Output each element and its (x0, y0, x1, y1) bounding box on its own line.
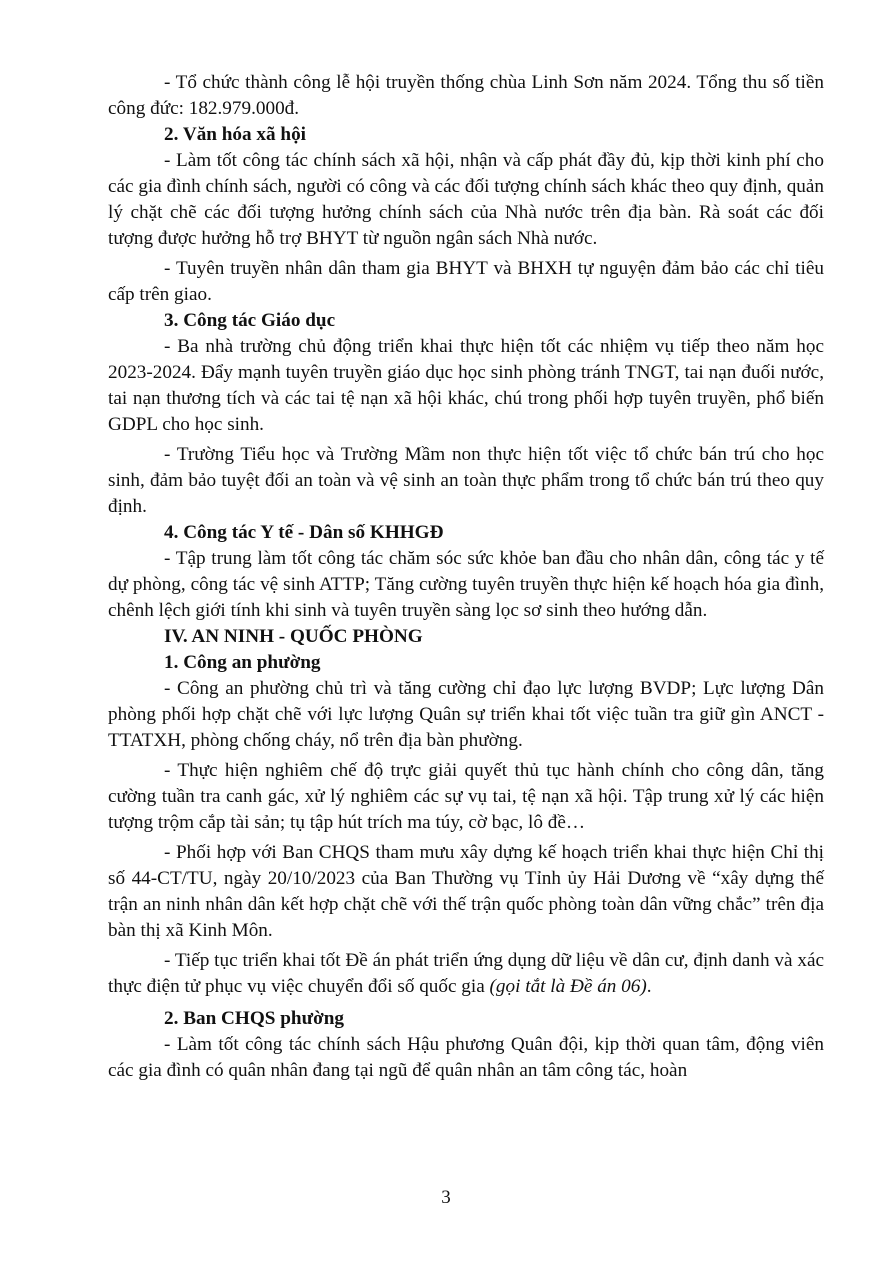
de-an-tail: . (646, 976, 652, 997)
paragraph-ban-tru: - Trường Tiểu học và Trường Mầm non thực hiện tốt việc tổ chức bán trú cho học sinh, đảm bảo tuyệt đối an toàn và vệ sinh an toàn thực phẩm trong tổ chức bán trú theo quy định. (108, 444, 824, 517)
page-number: 3 (441, 1187, 451, 1208)
paragraph-suc-khoe: - Tập trung làm tốt công tác chăm sóc sức khỏe ban đầu cho nhân dân, công tác y tế dự phòng, công tác vệ sinh ATTP; Tăng cường tuyên truyền thực hiện kế hoạch hóa gia đình, chênh lệch giới tính khi sinh và tuyên truyền sàng lọc sơ sinh theo hướng dẫn. (108, 548, 824, 621)
paragraph-bvdp: - Công an phường chủ trì và tăng cường chỉ đạo lực lượng BVDP; Lực lượng Dân phòng phối hợp chặt chẽ với lực lượng Quân sự triển khai tốt việc tuần tra giữ gìn ANCT - TTATXH, phòng chống cháy, nổ trên địa bàn phường. (108, 678, 824, 751)
paragraph-chi-thi-44: - Phối hợp với Ban CHQS tham mưu xây dựng kế hoạch triển khai thực hiện Chỉ thị số 44-CT/TU, ngày 20/10/2023 của Ban Thường vụ Tỉnh ủy Hải Dương về “xây dựng thế trận an ninh nhân dân kết hợp chặt chẽ với thế trận quốc phòng toàn dân vững chắc” trên địa bàn thị xã Kinh Môn. (108, 842, 824, 941)
document-body (108, 70, 824, 1084)
heading-giao-duc: 3. Công tác Giáo dục (164, 310, 336, 331)
paragraph-le-hoi: - Tổ chức thành công lễ hội truyền thống chùa Linh Sơn năm 2024. Tổng thu số tiền công đức: 182.979.000đ. (108, 72, 824, 119)
heading-an-ninh-quoc-phong: IV. AN NINH - QUỐC PHÒNG (164, 626, 423, 647)
de-an-text: - Tiếp tục triển khai tốt Đề án phát triển ứng dụng dữ liệu về dân cư, định danh và xác thực điện tử phục vụ việc chuyển đổi số quốc gia (108, 950, 824, 997)
paragraph-de-an-06 (108, 948, 824, 1000)
heading-ban-chqs: 2. Ban CHQS phường (164, 1008, 344, 1029)
de-an-italic: (gọi tắt là Đề án 06) (489, 976, 647, 997)
paragraph-chinh-sach-xa-hoi: - Làm tốt công tác chính sách xã hội, nhận và cấp phát đầy đủ, kịp thời kinh phí cho các gia đình chính sách, người có công và các đối tượng chính sách khác theo quy định, quản lý chặt chẽ các đối tượng hưởng chính sách của Nhà nước trên địa bàn. Rà soát các đối tượng được hưởng hỗ trợ BHYT từ nguồn ngân sách Nhà nước. (108, 150, 824, 249)
heading-y-te: 4. Công tác Y tế - Dân số KHHGĐ (164, 522, 444, 543)
heading-cong-an-phuong: 1. Công an phường (164, 652, 321, 673)
paragraph-hau-phuong: - Làm tốt công tác chính sách Hậu phương Quân đội, kịp thời quan tâm, động viên các gia đình có quân nhân đang tại ngũ để quân nhân an tâm công tác, hoàn (108, 1034, 824, 1081)
paragraph-thu-tuc-hanh-chinh: - Thực hiện nghiêm chế độ trực giải quyết thủ tục hành chính cho công dân, tăng cường tuần tra canh gác, xử lý nghiêm các sự vụ tai, tệ nạn xã hội. Tập trung xử lý các hiện tượng trộm cắp tài sản; tụ tập hút trích ma túy, cờ bạc, lô đề… (108, 760, 824, 833)
paragraph-bhyt-bhxh: - Tuyên truyền nhân dân tham gia BHYT và BHXH tự nguyện đảm bảo các chỉ tiêu cấp trên giao. (108, 258, 824, 305)
heading-van-hoa-xa-hoi: 2. Văn hóa xã hội (164, 124, 306, 145)
paragraph-nha-truong: - Ba nhà trường chủ động triển khai thực hiện tốt các nhiệm vụ tiếp theo năm học 2023-2024. Đẩy mạnh tuyên truyền giáo dục học sinh phòng tránh TNGT, tai nạn đuối nước, tai nạn thương tích và các tai tệ nạn xã hội khác, chú trong phối hợp tuyên truyền, phổ biến GDPL cho học sinh. (108, 336, 824, 435)
